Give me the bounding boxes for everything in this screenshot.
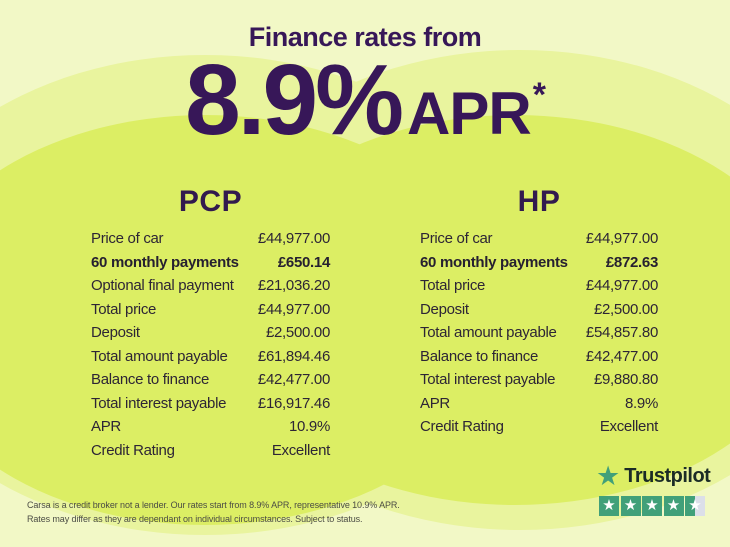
disclaimer-text: [27, 498, 417, 526]
table-row: [91, 251, 330, 275]
apr-asterisk: *: [532, 76, 545, 114]
row-label: Price of car: [420, 230, 493, 248]
trustpilot-star-rating: [599, 496, 722, 516]
disclaimer-line-1: Carsa is a credit broker not a lender. Our rates start from 8.9% APR, representative 10.9% APR.: [27, 500, 400, 510]
star-icon: ★: [666, 497, 681, 514]
star-box-full: [599, 496, 619, 516]
row-value: £44,977.00: [585, 230, 658, 248]
trustpilot-brand-text: Trustpilot: [624, 464, 711, 487]
row-label: Total interest payable: [420, 371, 556, 389]
row-value: 10.9%: [288, 418, 330, 436]
row-value: £650.14: [277, 253, 330, 271]
rate-value: 8.9%: [185, 44, 401, 156]
row-value: £42,477.00: [585, 347, 658, 365]
table-row: [420, 415, 658, 439]
star-box-half: [685, 496, 705, 516]
star-icon: ★: [645, 497, 659, 514]
row-label: Balance to finance: [91, 371, 210, 389]
row-label: Total price: [420, 277, 486, 295]
table-row: [91, 368, 330, 392]
row-label: 60 monthly payments: [91, 253, 239, 271]
table-row: [91, 415, 330, 439]
table-row: [91, 298, 330, 322]
hp-table: [420, 186, 658, 439]
row-label: Total interest payable: [91, 394, 227, 412]
row-label: Deposit: [420, 300, 469, 318]
row-value: £54,857.80: [585, 324, 658, 342]
table-row: [420, 251, 658, 275]
row-value: Excellent: [271, 441, 330, 459]
table-row: [91, 392, 330, 416]
headline-rate: [0, 44, 730, 156]
row-value: £9,880.80: [593, 371, 658, 389]
row-value: £2,500.00: [593, 300, 658, 318]
pcp-rows: [91, 227, 330, 462]
table-row: [91, 439, 330, 463]
star-box-full: [664, 496, 684, 516]
star-icon: ★: [602, 497, 616, 514]
row-value: £21,036.20: [257, 277, 330, 295]
row-value: £872.63: [605, 253, 658, 271]
table-row: [420, 368, 658, 392]
row-value: £61,894.46: [257, 347, 330, 365]
pcp-table: [91, 186, 330, 462]
row-label: Credit Rating: [420, 418, 504, 436]
row-value: £44,977.00: [585, 277, 658, 295]
star-icon: ★: [688, 497, 702, 514]
table-row: [420, 298, 658, 322]
table-row: [91, 227, 330, 251]
table-row: [420, 321, 658, 345]
trustpilot-star-icon: ★: [596, 461, 621, 491]
row-value: £2,500.00: [265, 324, 330, 342]
table-row: [420, 274, 658, 298]
apr-label: [407, 76, 545, 147]
table-row: [91, 274, 330, 298]
trustpilot-logo: [596, 463, 722, 489]
row-label: Credit Rating: [91, 441, 175, 459]
banner-title: Finance rates from: [248, 22, 482, 52]
star-icon: ★: [623, 497, 638, 514]
disclaimer-line-2: Rates may differ as they are dependant on individual circumstances. Subject to status.: [27, 514, 363, 524]
row-value: £44,977.00: [257, 230, 330, 248]
row-label: Price of car: [91, 230, 164, 248]
trustpilot-widget[interactable]: [596, 463, 722, 516]
row-label: Optional final payment: [91, 277, 234, 295]
star-box-full: [642, 496, 662, 516]
row-value: Excellent: [599, 418, 658, 436]
row-label: Total amount payable: [91, 347, 228, 365]
table-row: [420, 227, 658, 251]
hp-rows: [420, 227, 658, 439]
row-label: Total price: [91, 300, 157, 318]
table-row: [91, 321, 330, 345]
star-box-full: [621, 496, 641, 516]
table-row: [420, 345, 658, 369]
row-value: £42,477.00: [257, 371, 330, 389]
table-row: [91, 345, 330, 369]
row-value: £44,977.00: [257, 300, 330, 318]
pcp-heading: PCP: [178, 185, 243, 218]
row-value: 8.9%: [625, 394, 658, 412]
row-label: Deposit: [91, 324, 140, 342]
row-label: APR: [420, 394, 450, 412]
row-label: Total amount payable: [420, 324, 557, 342]
row-label: APR: [91, 418, 121, 436]
row-label: 60 monthly payments: [420, 253, 568, 271]
row-label: Balance to finance: [420, 347, 539, 365]
apr-text: APR: [407, 80, 531, 147]
row-value: £16,917.46: [257, 394, 330, 412]
table-row: [420, 392, 658, 416]
hp-heading: HP: [517, 185, 561, 218]
